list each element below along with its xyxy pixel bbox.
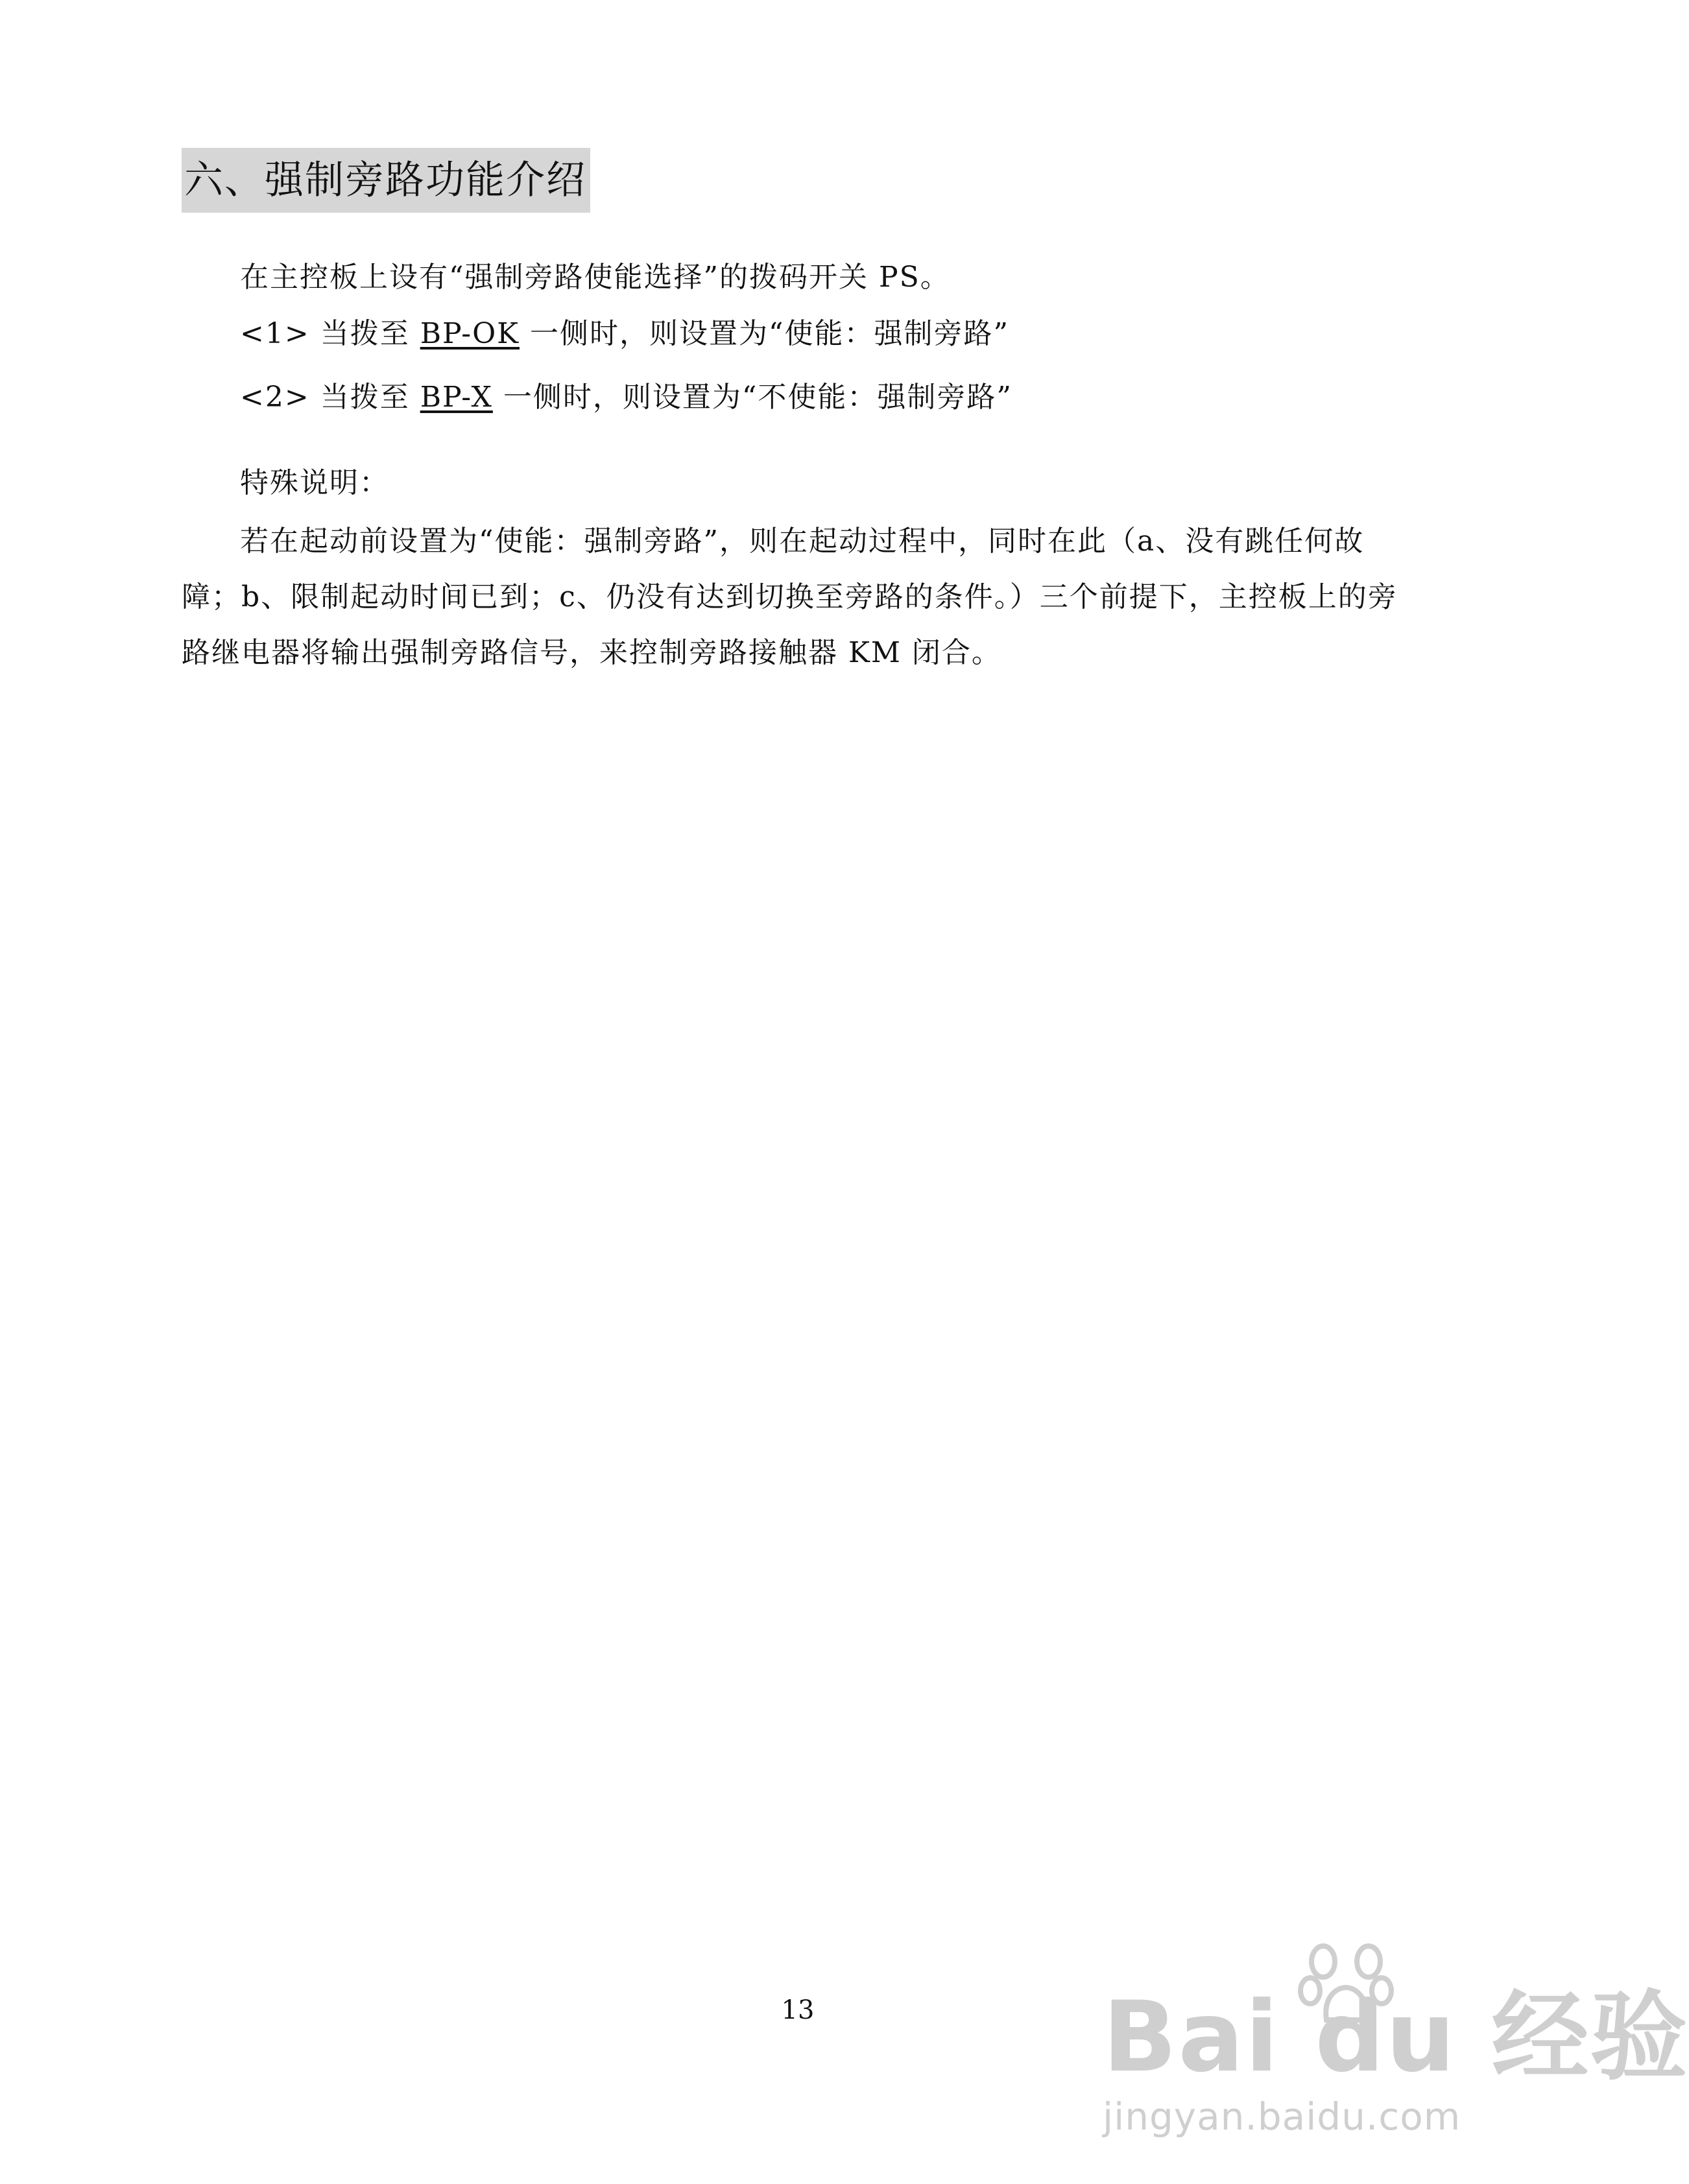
option-1 bbox=[240, 315, 1009, 353]
note-line-2: 障；b、限制起动时间已到；c、仍没有达到切换至旁路的条件。）三个前提下，主控板上的旁 bbox=[182, 580, 1398, 613]
option-1-code: BP-OK bbox=[420, 317, 520, 350]
option-2 bbox=[240, 378, 1012, 417]
baidu-watermark bbox=[1103, 1932, 1689, 2146]
note-line-3: 路继电器将输出强制旁路信号，来控制旁路接触器 KM 闭合。 bbox=[182, 636, 1001, 669]
option-1-suffix: 一侧时，则设置为“使能：强制旁路” bbox=[520, 317, 1010, 350]
watermark-url: jingyan.baidu.com bbox=[1103, 2095, 1461, 2139]
page-number: 13 bbox=[781, 1995, 815, 2025]
section-title: 六、强制旁路功能介绍 bbox=[182, 148, 590, 213]
note-paragraph bbox=[182, 514, 1443, 681]
option-2-prefix: <2> 当拨至 bbox=[240, 381, 420, 414]
option-2-suffix: 一侧时，则设置为“不使能：强制旁路” bbox=[492, 381, 1012, 414]
intro-paragraph: 在主控板上设有“强制旁路使能选择”的拨码开关 PS。 bbox=[240, 261, 950, 294]
note-line-1: 若在起动前设置为“使能：强制旁路”，则在起动过程中，同时在此（a、没有跳任何故 bbox=[240, 525, 1365, 558]
option-2-code: BP-X bbox=[420, 381, 493, 414]
watermark-brand: Bai du 经验 bbox=[1103, 1981, 1689, 2094]
note-heading: 特殊说明： bbox=[240, 466, 389, 499]
option-1-prefix: <1> 当拨至 bbox=[240, 317, 420, 350]
